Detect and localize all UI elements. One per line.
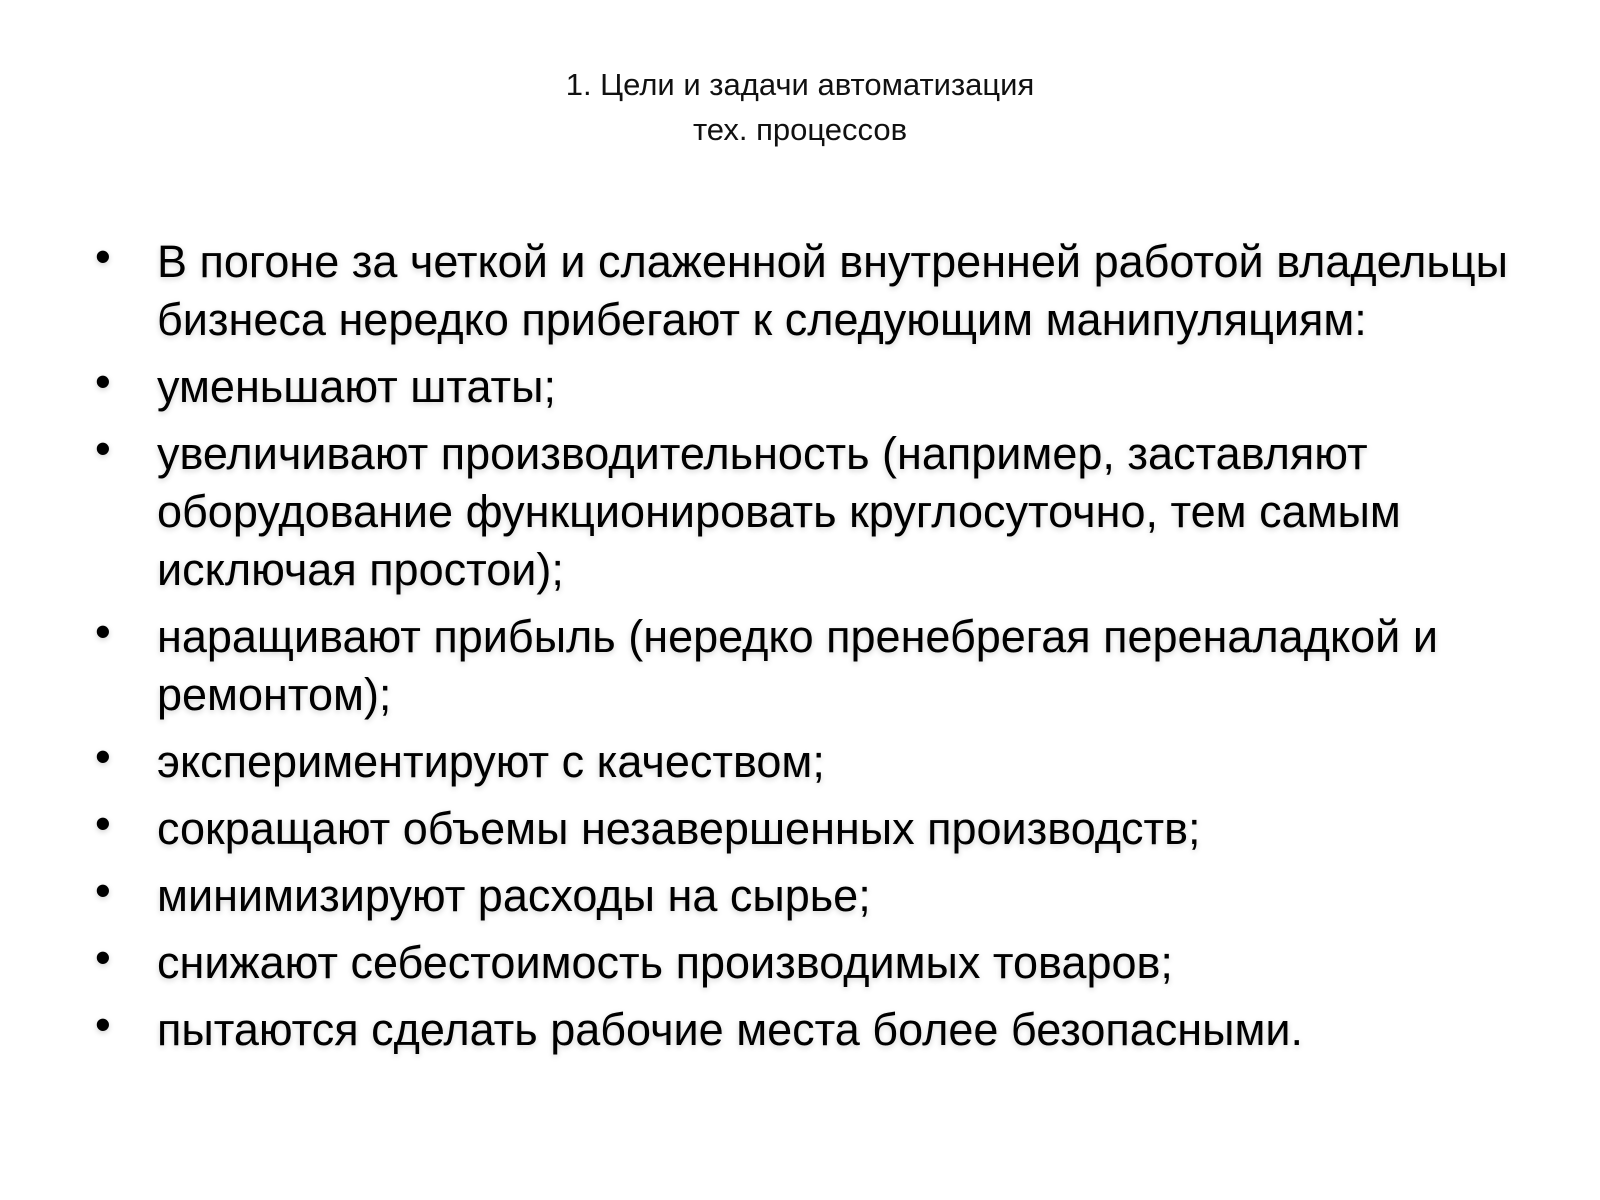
bullet-icon: • xyxy=(95,731,111,782)
bullet-item xyxy=(95,1001,1555,1059)
bullet-list xyxy=(95,233,1555,1068)
bullet-icon: • xyxy=(95,231,111,282)
bullet-text: уменьшают штаты; xyxy=(157,361,556,412)
bullet-item xyxy=(95,425,1555,599)
bullet-item xyxy=(95,233,1555,349)
bullet-text: минимизируют расходы на сырье; xyxy=(157,870,871,921)
bullet-text: снижают себестоимость производимых товаров; xyxy=(157,937,1173,988)
bullet-text: увеличивают производительность (например, заставляют оборудование функционировать круглосуточно, тем самым исключая простои); xyxy=(157,428,1401,595)
slide-title-line-2: тех. процессов xyxy=(692,112,908,147)
bullet-item xyxy=(95,733,1555,791)
bullet-icon: • xyxy=(95,798,111,849)
bullet-icon: • xyxy=(95,999,111,1050)
bullet-text: сокращают объемы незавершенных производств; xyxy=(157,803,1201,854)
bullet-item xyxy=(95,800,1555,858)
bullet-icon: • xyxy=(95,932,111,983)
slide-title-line-1: 1. Цели и задачи автоматизация xyxy=(565,67,1035,102)
bullet-icon: • xyxy=(95,423,111,474)
bullet-item xyxy=(95,867,1555,925)
bullet-icon: • xyxy=(95,865,111,916)
slide-title xyxy=(0,62,1600,152)
bullet-text: пытаются сделать рабочие места более безопасными. xyxy=(157,1004,1304,1055)
bullet-item xyxy=(95,358,1555,416)
bullet-text: наращивают прибыль (нередко пренебрегая переналадкой и ремонтом); xyxy=(157,611,1438,720)
bullet-icon: • xyxy=(95,606,111,657)
bullet-item xyxy=(95,934,1555,992)
bullet-icon: • xyxy=(95,356,111,407)
bullet-text: В погоне за четкой и слаженной внутренней работой владельцы бизнеса нередко прибегают к следующим манипуляциям: xyxy=(157,236,1508,345)
bullet-item xyxy=(95,608,1555,724)
bullet-text: экспериментируют с качеством; xyxy=(157,736,825,787)
